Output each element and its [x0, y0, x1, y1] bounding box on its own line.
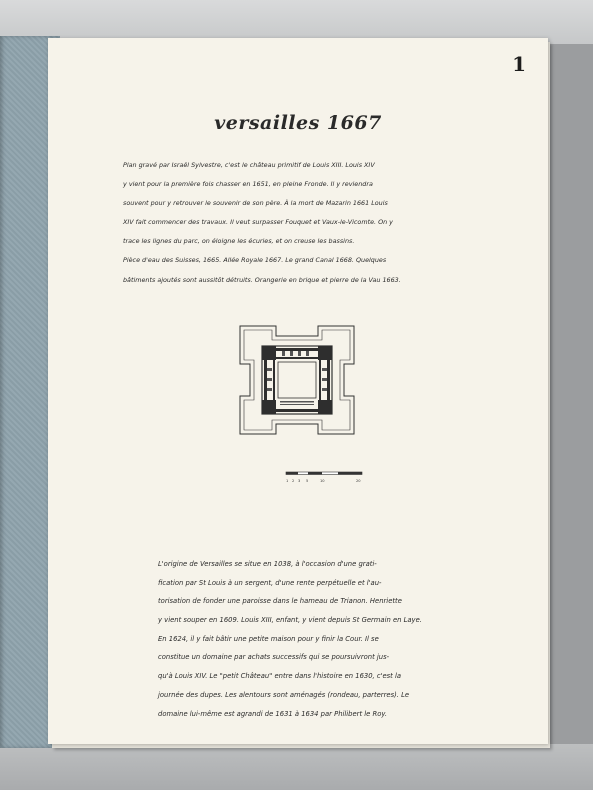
text-line: trace les lignes du parc, on éloigne les écuries, et on creuse les bassins.	[123, 237, 355, 246]
text-line: torisation de fonder une paroisse dans le hameau de Trianon. Henriette	[158, 597, 402, 606]
text-line: constitue un domaine par achats successifs qui se poursuivront jus-	[158, 653, 390, 662]
scale-label: 1	[286, 479, 289, 483]
text-line: y vient souper en 1609. Louis XIII, enfant, y vient depuis St Germain en Laye.	[158, 616, 422, 625]
scale-bar	[284, 468, 364, 486]
page-number: 1	[512, 52, 526, 76]
chateau-floor-plan	[238, 324, 356, 436]
text-line: qu'à Louis XIV. Le "petit Château" entre dans l'histoire en 1630, c'est la	[158, 672, 402, 681]
text-line: bâtiments ajoutés sont aussitôt détruits. Orangerie en brique et pierre de la Vau 1663.	[123, 275, 401, 284]
text-line: Plan gravé par Israël Sylvestre, c'est le château primitif de Louis XIII. Louis XIV	[123, 161, 375, 169]
background-surface-bottom	[0, 744, 593, 790]
scale-label: 10	[320, 479, 325, 483]
text-line: fication par St Louis à un sergent, d'une rente perpétuelle et l'au-	[158, 578, 382, 587]
text-line: souvent pour y retrouver le souvenir de son père. À la mort de Mazarin 1661 Louis	[123, 199, 388, 208]
book-page	[48, 38, 548, 744]
text-line: domaine lui-même est agrandi de 1631 à 1634 par Philibert le Roy.	[158, 709, 388, 718]
paragraph-top	[123, 156, 401, 290]
text-line: y vient pour la première fois chasser en 1651, en pleine Fronde. Il y reviendra	[123, 180, 373, 189]
text-line: XIV fait commencer des travaux. Il veut surpasser Fouquet et Vaux-le-Vicomte. On y	[123, 218, 393, 227]
scale-label: 20	[356, 479, 361, 483]
scale-label: 3	[298, 479, 301, 483]
page-title: versailles 1667	[214, 112, 382, 134]
paragraph-bottom	[158, 555, 422, 723]
text-line: L'origine de Versailles se situe en 1038, à l'occasion d'une grati-	[158, 560, 377, 568]
scale-label: 5	[306, 479, 309, 483]
text-line: Pièce d'eau des Suisses, 1665. Allée Royale 1667. Le grand Canal 1668. Quelques	[123, 256, 387, 265]
text-line: journée des dupes. Les alentours sont aménagés (rondeau, parterres). Le	[158, 690, 410, 699]
text-line: En 1624, il y fait bâtir une petite maison pour y finir la Cour. Il se	[158, 634, 379, 643]
scale-label: 2	[292, 479, 295, 483]
